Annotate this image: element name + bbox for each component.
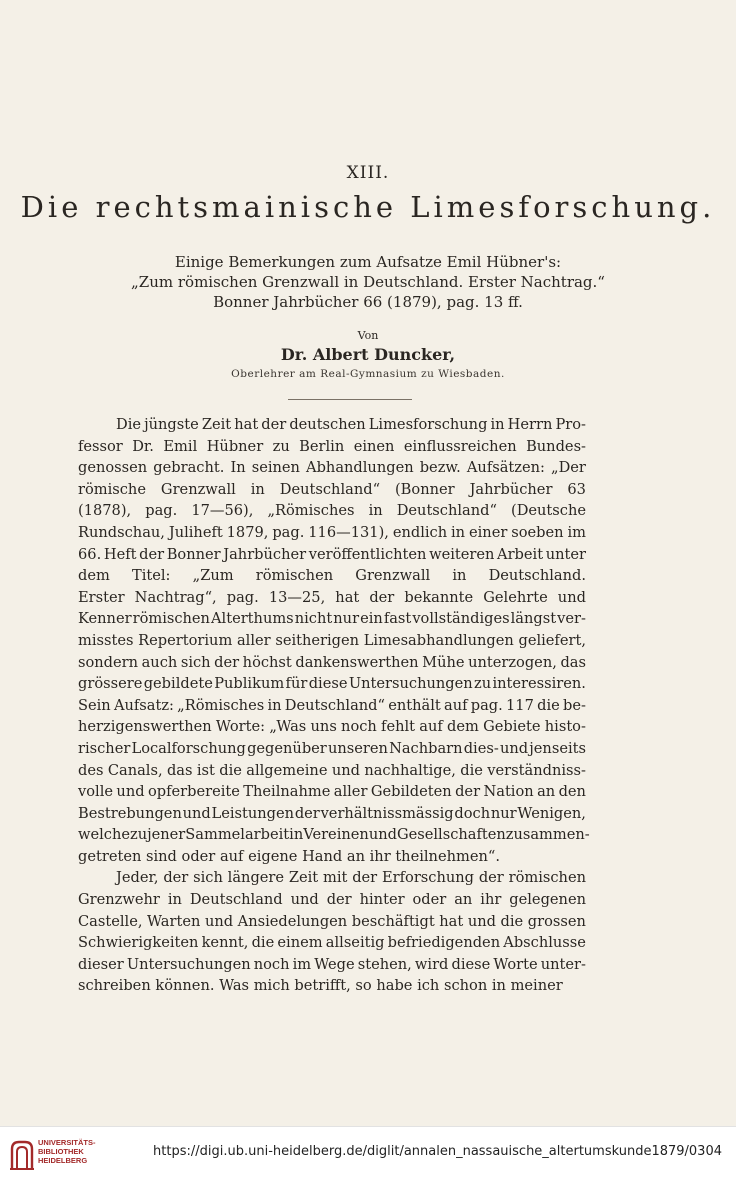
text-line: getreten sind oder auf eigene Hand an ihr theilnehmen“. <box>78 847 500 865</box>
library-logo-icon[interactable] <box>8 1139 36 1171</box>
subtitle-line: Bonner Jahrbücher 66 (1879), pag. 13 ff. <box>213 293 523 311</box>
text-line: volle und opferbereite Theilnahme aller Gebildeten der Nation an den <box>78 783 586 801</box>
text-line: fessor Dr. Emil Hübner zu Berlin einen einflussreichen Bundes- <box>78 437 586 455</box>
text-line: Die jüngste Zeit hat der deutschen Limesforschung in Herrn Pro- <box>116 416 586 433</box>
body-text <box>78 414 590 997</box>
text-line: (1878), pag. 17—56), „Römisches in Deutschland“ (Deutsche <box>78 502 586 520</box>
subtitle-line: Einige Bemerkungen zum Aufsatze Emil Hübner's: <box>174 253 562 271</box>
text-line: dem Titel: „Zum römischen Grenzwall in Deutschland. <box>78 567 586 585</box>
logo-line: UNIVERSITÄTS- <box>38 1138 96 1147</box>
byline-von: Von <box>357 329 379 342</box>
text-line: 66. Heft der Bonner Jahrbücher veröffentlichten weiteren Arbeit unter <box>78 545 586 563</box>
separator-rule <box>288 399 412 400</box>
text-line: Bestrebungen und Leistungen der verhältnissmässig doch nur Wenigen, <box>78 804 586 822</box>
text-line: dieser Untersuchungen noch im Wege stehen, wird diese Worte unter- <box>78 955 586 973</box>
text-line: Rundschau, Juliheft 1879, pag. 116—131), endlich in einer soeben im <box>78 523 586 541</box>
viewer-footer <box>0 1126 736 1183</box>
text-line: Kenner römischen Alterthums nicht nur ein fast vollständiges längst ver- <box>78 610 586 628</box>
subtitle-line: „Zum römischen Grenzwall in Deutschland. Erster Nachtrag.“ <box>131 273 605 291</box>
permalink-url[interactable]: https://digi.ub.uni-heidelberg.de/diglit/annalen_nassauische_altertumskunde1879/0304 <box>153 1144 722 1159</box>
text-line: grössere gebildete Publikum für diese Untersuchungen zu interessiren. <box>78 675 586 693</box>
logo-line: HEIDELBERG <box>38 1156 88 1165</box>
chapter-number: XIII. <box>346 163 390 183</box>
text-line: sondern auch sich der höchst dankenswerthen Mühe unterzogen, das <box>78 653 586 671</box>
text-line: genossen gebracht. In seinen Abhandlungen bezw. Aufsätzen: „Der <box>78 459 586 477</box>
text-line: Jeder, der sich längere Zeit mit der Erforschung der römischen <box>116 869 586 887</box>
article-title: Die rechtsmainische Limesforschung. <box>20 190 716 224</box>
library-logo-text <box>38 1138 96 1165</box>
text-line: misstes Repertorium aller seitherigen Limesabhandlungen geliefert, <box>78 631 586 649</box>
text-line: Grenzwehr in Deutschland und der hinter oder an ihr gelegenen <box>78 891 586 909</box>
text-line: römische Grenzwall in Deutschland“ (Bonner Jahrbücher 63 <box>78 480 586 498</box>
text-line: Castelle, Warten und Ansiedelungen beschäftigt hat und die grossen <box>78 912 586 930</box>
text-line: rischer Localforschung gegenüber unseren Nachbarn dies- und jenseits <box>78 739 586 757</box>
text-line: Schwierigkeiten kennt, die einem allseitig befriedigenden Abschlusse <box>78 934 586 952</box>
author-affiliation: Oberlehrer am Real-Gymnasium zu Wiesbaden. <box>231 368 505 380</box>
text-line: Sein Aufsatz: „Römisches in Deutschland“ enthält auf pag. 117 die be- <box>78 696 586 714</box>
logo-line: BIBLIOTHEK <box>38 1147 84 1156</box>
text-line: schreiben können. Was mich betrifft, so habe ich schon in meiner <box>78 977 563 995</box>
text-line: des Canals, das ist die allgemeine und nachhaltige, die verständniss- <box>78 761 586 779</box>
text-line: herzigenswerthen Worte: „Was uns noch fehlt auf dem Gebiete histo- <box>78 718 586 736</box>
subtitle-block <box>0 252 736 312</box>
text-line: Erster Nachtrag“, pag. 13—25, hat der bekannte Gelehrte und <box>78 588 586 606</box>
text-line: welche zu jener Sammelarbeit in Vereinen und Gesellschaften zusammen- <box>78 826 590 844</box>
author-name: Dr. Albert Duncker, <box>280 345 456 364</box>
